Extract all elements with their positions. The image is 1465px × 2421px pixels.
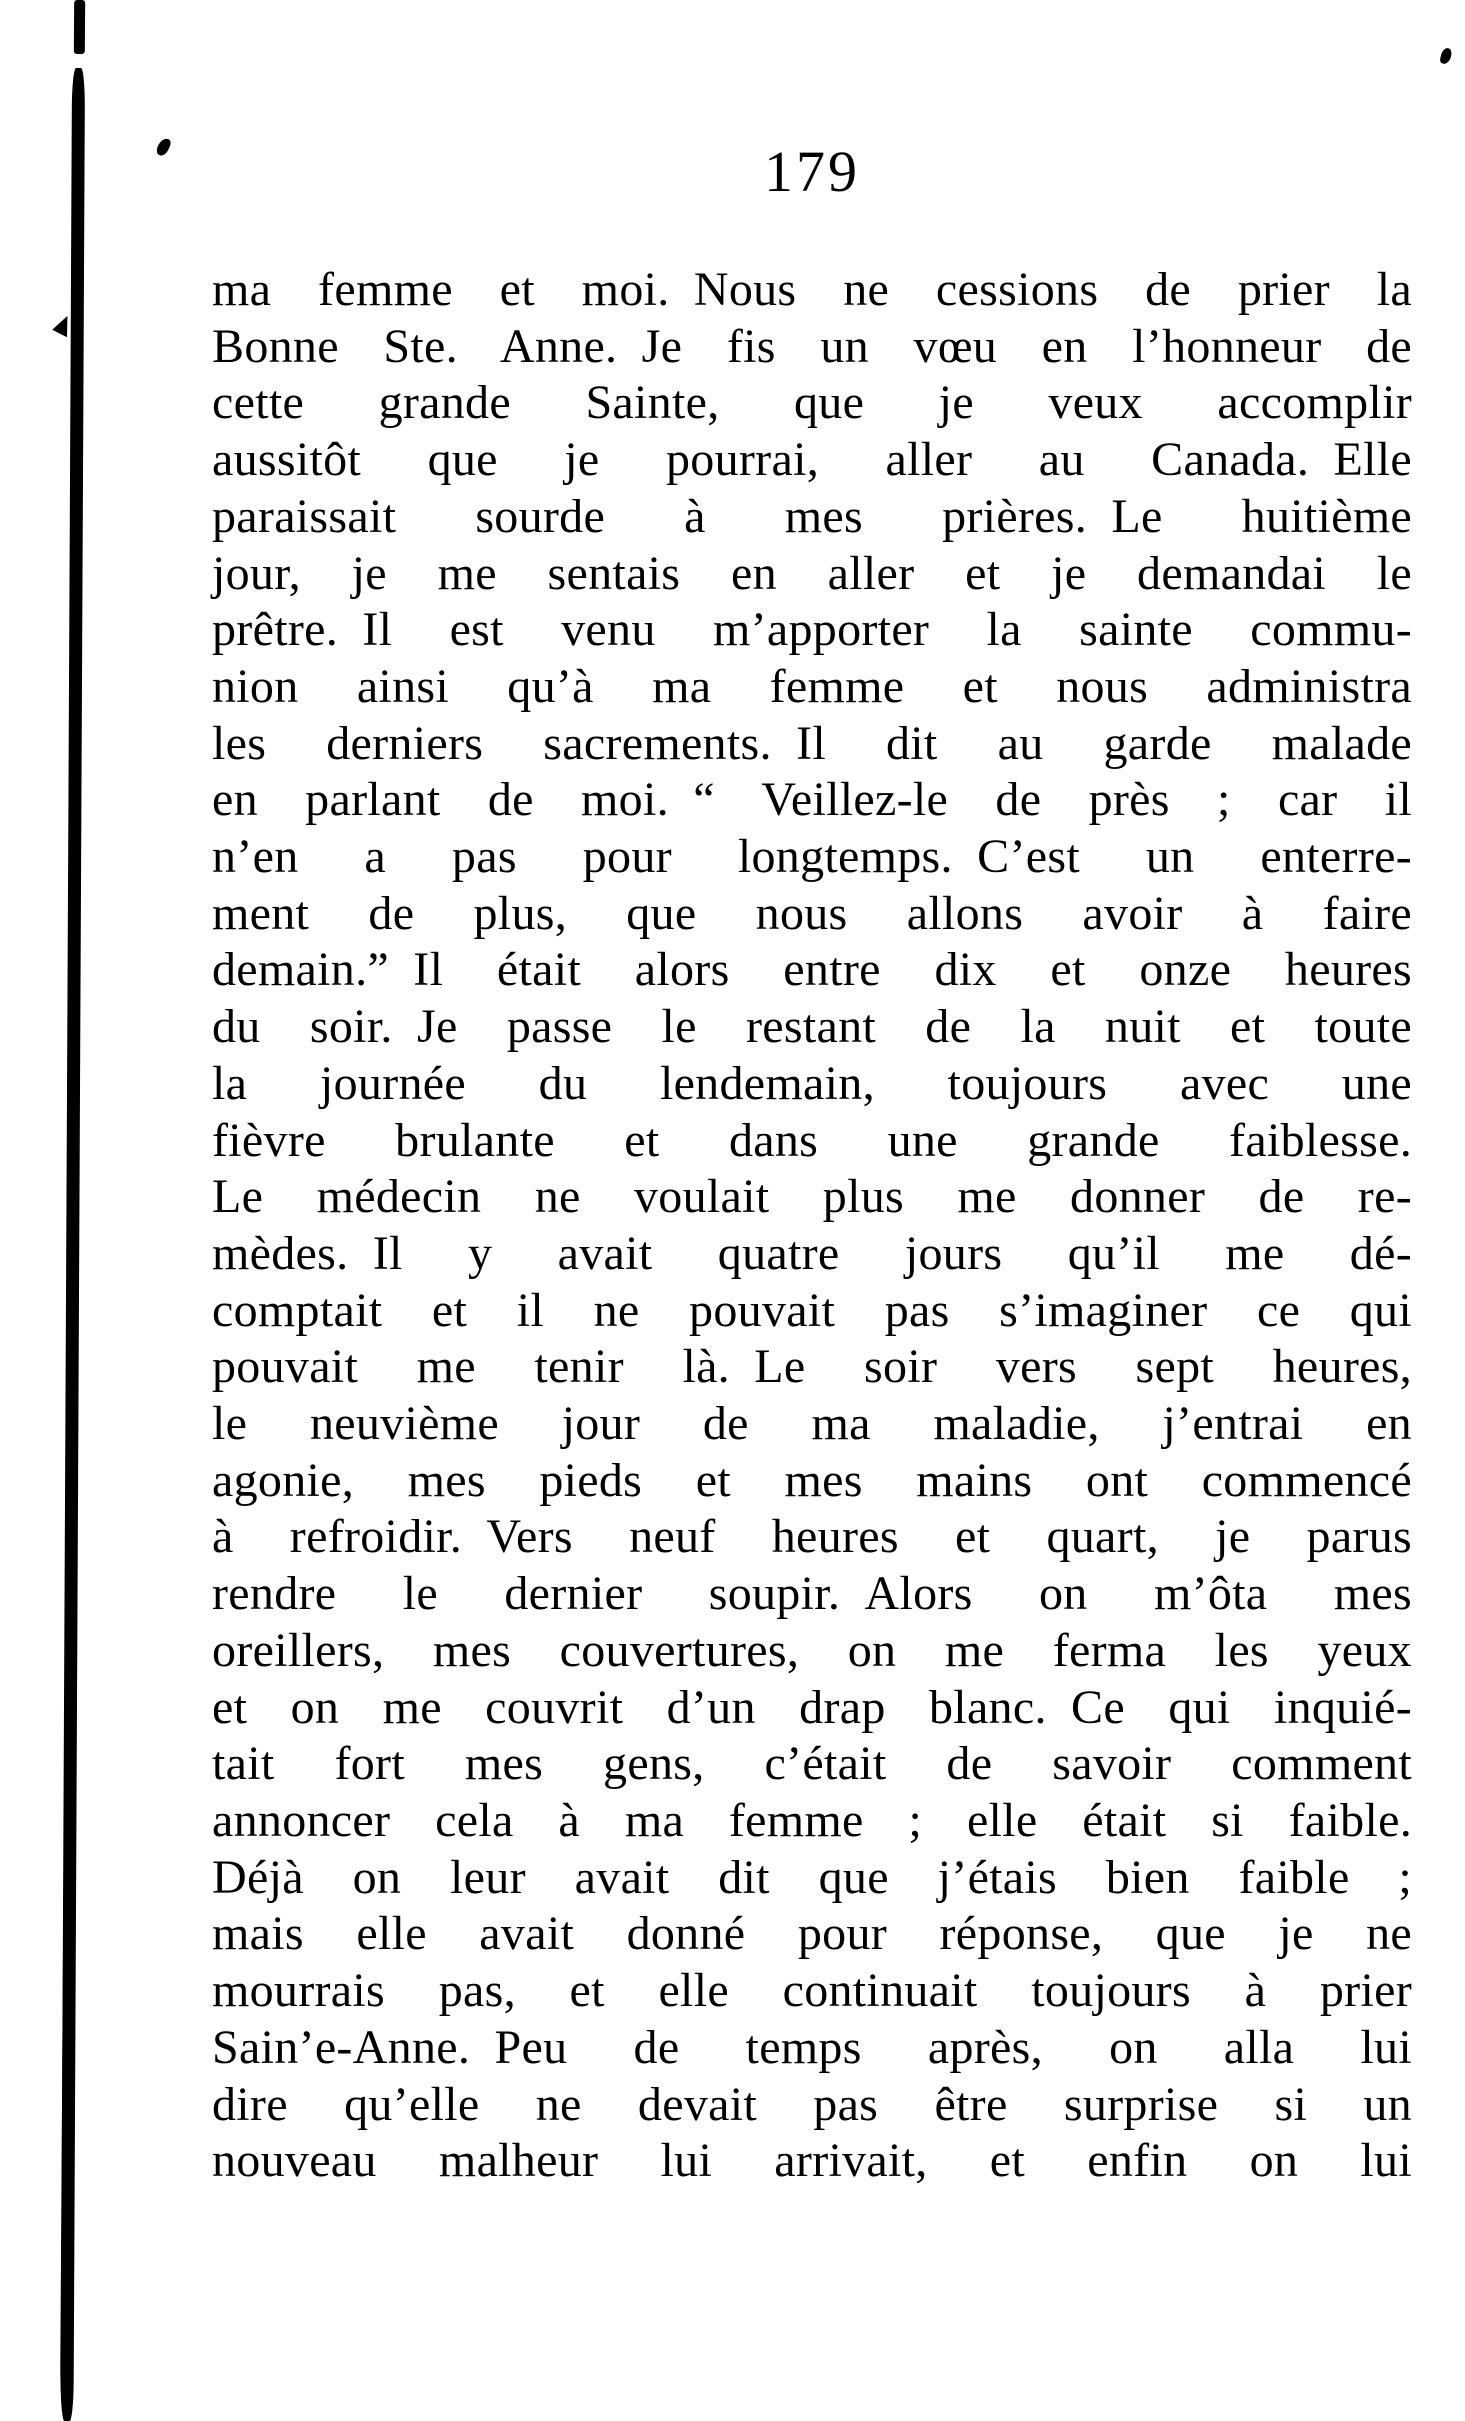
text-line: Déjà on leur avait dit que j’étais bien faible ; <box>212 1850 1412 1904</box>
text-line: ma femme et moi. Nous ne cessions de prier la <box>212 263 1412 316</box>
text-line: ment de plus, que nous allons avoir à faire <box>212 886 1412 940</box>
page-number: 179 <box>764 139 860 204</box>
text-line: mourrais pas, et elle continuait toujours à prier <box>212 1964 1412 2018</box>
text-line: les derniers sacrements. Il dit au garde malade <box>212 716 1412 770</box>
text-line: n’en a pas pour longtemps. C’est un enterre- <box>212 830 1412 884</box>
text-line: dire qu’elle ne devait pas être surprise si un <box>212 2077 1412 2131</box>
text-line: agonie, mes pieds et mes mains ont commencé <box>212 1453 1412 1507</box>
text-line: pouvait me tenir là. Le soir vers sept heures, <box>212 1340 1412 1394</box>
text-line: prêtre. Il est venu m’apporter la sainte commu- <box>212 603 1412 657</box>
text-line: tait fort mes gens, c’était de savoir comment <box>212 1737 1412 1791</box>
body-text <box>212 262 1412 2190</box>
text-line: Sain’e-Anne. Peu de temps après, on alla lui <box>212 2020 1412 2074</box>
text-line: paraissait sourde à mes prières. Le huitième <box>212 489 1412 543</box>
text-line: et on me couvrit d’un drap blanc. Ce qui inquié- <box>212 1680 1412 1734</box>
text-line: annoncer cela à ma femme ; elle était si faible. <box>212 1793 1412 1847</box>
text-line: en parlant de moi. “ Veillez-le de près ; car il <box>212 773 1412 827</box>
text-line: oreillers, mes couvertures, on me ferma les yeux <box>212 1623 1412 1677</box>
text-line: la journée du lendemain, toujours avec une <box>212 1056 1412 1110</box>
ink-speck-top-right <box>1439 47 1453 65</box>
left-binding-ink-bar-top <box>74 0 85 54</box>
ink-dot-bottom-left <box>64 2318 73 2327</box>
ink-smudge-left <box>51 316 71 339</box>
text-line: aussitôt que je pourrai, aller au Canada. Elle <box>212 433 1412 487</box>
text-line: mèdes. Il y avait quatre jours qu’il me dé- <box>212 1226 1412 1280</box>
text-line: demain.” Il était alors entre dix et onze heures <box>212 943 1412 997</box>
text-line: comptait et il ne pouvait pas s’imaginer ce qui <box>212 1283 1412 1337</box>
text-line: cette grande Sainte, que je veux accomplir <box>212 376 1412 430</box>
text-line: Bonne Ste. Anne. Je fis un vœu en l’honneur de <box>212 319 1412 373</box>
text-line: nouveau malheur lui arrivait, et enfin on lui <box>212 2134 1412 2188</box>
text-line: le neuvième jour de ma maladie, j’entrai en <box>212 1397 1412 1451</box>
text-line: du soir. Je passe le restant de la nuit et toute <box>212 1000 1412 1054</box>
text-line: jour, je me sentais en aller et je demandai le <box>212 546 1412 600</box>
text-line: à refroidir. Vers neuf heures et quart, je parus <box>212 1510 1412 1564</box>
text-line: rendre le dernier soupir. Alors on m’ôta mes <box>212 1567 1412 1621</box>
text-line: Le médecin ne voulait plus me donner de re- <box>212 1170 1412 1224</box>
text-line: nion ainsi qu’à ma femme et nous administra <box>212 659 1412 713</box>
ink-speck-top-left <box>155 137 172 158</box>
text-line: fièvre brulante et dans une grande faiblesse. <box>212 1113 1412 1167</box>
text-line: mais elle avait donné pour réponse, que je ne <box>212 1907 1412 1961</box>
